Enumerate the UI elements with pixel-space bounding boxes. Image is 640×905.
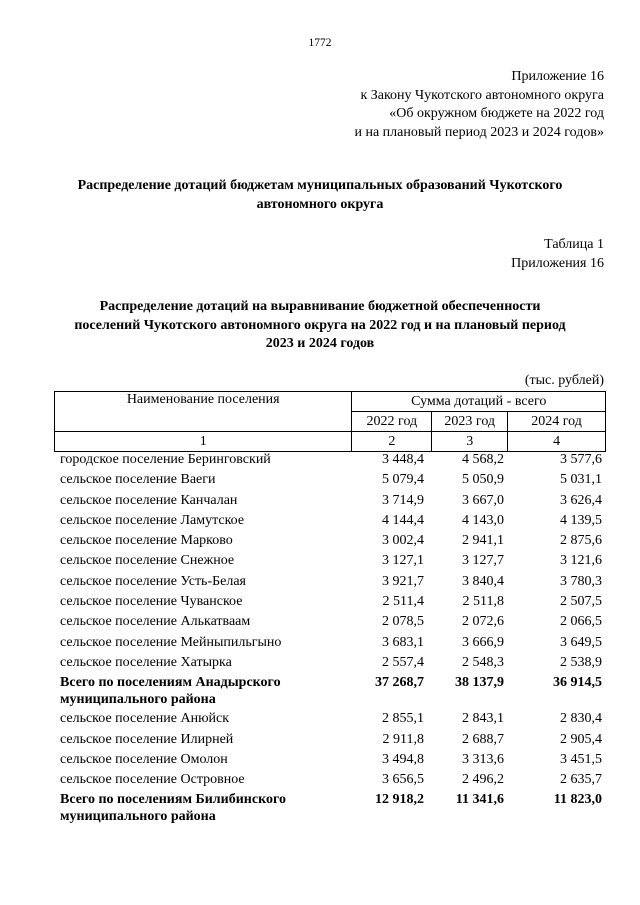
table-row [54, 492, 606, 512]
value-2022: 2 855,1 [382, 711, 424, 727]
value-2023: 4 568,2 [462, 452, 504, 467]
value-2022: 3 921,7 [382, 573, 424, 589]
value-2022: 3 683,1 [382, 634, 424, 650]
table-row [54, 471, 606, 491]
value-2023: 3 667,0 [462, 492, 504, 508]
value-2024: 2 066,5 [560, 614, 602, 630]
table-reference [511, 236, 604, 273]
settlement-name: сельское поселение Алькатваам [60, 614, 251, 630]
column-number: 4 [508, 432, 606, 452]
total-row [54, 791, 606, 827]
settlement-name: сельское поселение Усть-Белая [60, 573, 246, 589]
header-year-2022: 2022 год [352, 412, 432, 432]
value-2022: 3 494,8 [382, 751, 424, 767]
value-2024: 2 830,4 [560, 711, 602, 727]
table-row [54, 634, 606, 654]
table-reference-line: Приложения 16 [511, 255, 604, 271]
total-value-2023: 11 341,6 [455, 792, 504, 808]
total-value-2024: 11 823,0 [553, 792, 602, 808]
settlement-name: сельское поселение Анюйск [60, 711, 230, 727]
value-2023: 2 843,1 [462, 711, 504, 727]
total-value-2022: 12 918,2 [375, 792, 424, 808]
value-2023: 2 941,1 [462, 533, 504, 549]
total-name-line: муниципального района [60, 809, 216, 825]
settlement-name: сельское поселение Снежное [60, 553, 235, 569]
settlement-name: сельское поселение Ваеги [60, 472, 216, 488]
unit-label: (тыс. рублей) [524, 373, 604, 388]
header-year-2023: 2023 год [432, 412, 508, 432]
appendix-line: «Об окружном бюджете на 2022 год [389, 106, 604, 121]
total-name-line: Всего по поселениям Билибинского [60, 792, 286, 808]
document-title [40, 177, 600, 214]
column-number: 1 [55, 432, 352, 452]
value-2024: 2 905,4 [560, 731, 602, 747]
settlement-name: городское поселение Беринговский [60, 452, 271, 467]
appendix-header [354, 68, 604, 142]
settlement-name: сельское поселение Илирней [60, 731, 234, 747]
settlement-name: сельское поселение Мейныпильгыно [60, 634, 282, 650]
table-row [54, 573, 606, 593]
appendix-line: Приложение 16 [511, 69, 604, 84]
total-row-name [54, 674, 352, 710]
value-2023: 4 143,0 [462, 512, 504, 528]
value-2024: 3 780,3 [560, 573, 602, 589]
page-number: 1772 [308, 37, 332, 49]
header-settlement-name: Наименование поселения [55, 392, 352, 432]
table-row [54, 593, 606, 613]
table-row [54, 532, 606, 552]
document-title-line: автономного округа [256, 196, 384, 212]
value-2024: 2 875,6 [560, 533, 602, 549]
table-title-line: Распределение дотаций на выравнивание бюджетной обеспеченности [99, 299, 541, 314]
column-number: 2 [352, 432, 432, 452]
total-row [54, 674, 606, 710]
table-row [54, 451, 606, 471]
value-2023: 3 666,9 [462, 634, 504, 650]
value-2022: 3 127,1 [382, 553, 424, 569]
document-title-line: Распределение дотаций бюджетам муниципальных образований Чукотского [77, 178, 563, 193]
table-row [54, 710, 606, 730]
subsidy-table [54, 451, 606, 827]
value-2022: 3 002,4 [382, 533, 424, 549]
value-2024: 3 121,6 [560, 553, 602, 569]
total-value-2024: 36 914,5 [553, 675, 602, 691]
appendix-line: и на плановый период 2023 и 2024 годов» [354, 124, 604, 140]
table-row [54, 771, 606, 791]
settlement-name: сельское поселение Хатырка [60, 654, 232, 670]
total-name-line: муниципального района [60, 692, 216, 708]
value-2024: 3 451,5 [560, 751, 602, 767]
table-title-line: поселений Чукотского автономного округа на 2022 год и на плановый период [74, 317, 566, 333]
table-row [54, 552, 606, 572]
value-2024: 5 031,1 [560, 472, 602, 488]
settlement-name: сельское поселение Островное [60, 772, 245, 788]
value-2024: 3 577,6 [560, 452, 602, 467]
value-2024: 4 139,5 [560, 512, 602, 528]
value-2022: 4 144,4 [382, 512, 424, 528]
value-2024: 2 507,5 [560, 594, 602, 610]
value-2022: 2 078,5 [382, 614, 424, 630]
settlement-name: сельское поселение Омолон [60, 751, 228, 767]
value-2024: 3 649,5 [560, 634, 602, 650]
value-2022: 5 079,4 [382, 472, 424, 488]
value-2022: 2 511,4 [382, 594, 424, 610]
value-2022: 2 557,4 [382, 654, 424, 670]
value-2023: 3 127,7 [462, 553, 504, 569]
header-subsidy-total: Сумма дотаций - всего [352, 392, 606, 412]
value-2024: 3 626,4 [560, 492, 602, 508]
table-title-line: 2023 и 2024 годов [265, 336, 375, 351]
value-2024: 2 635,7 [560, 772, 602, 788]
value-2022: 3 714,9 [382, 492, 424, 508]
header-year-2024: 2024 год [508, 412, 606, 432]
table-row [54, 751, 606, 771]
value-2022: 3 448,4 [382, 452, 424, 467]
value-2022: 3 656,5 [382, 772, 424, 788]
value-2024: 2 538,9 [560, 654, 602, 670]
value-2023: 2 511,8 [462, 594, 504, 610]
table-title [40, 298, 600, 354]
table-row [54, 512, 606, 532]
total-row-name [54, 791, 352, 827]
value-2023: 3 313,6 [462, 751, 504, 767]
settlement-name: сельское поселение Марково [60, 533, 233, 549]
value-2023: 2 496,2 [462, 772, 504, 788]
settlement-name: сельское поселение Канчалан [60, 492, 238, 508]
value-2023: 5 050,9 [462, 472, 504, 488]
settlement-name: сельское поселение Ламутское [60, 512, 245, 528]
value-2023: 3 840,4 [462, 573, 504, 589]
value-2023: 2 688,7 [462, 731, 504, 747]
table-row [54, 613, 606, 633]
total-value-2023: 38 137,9 [455, 675, 504, 691]
table-row [54, 654, 606, 674]
value-2022: 2 911,8 [382, 731, 424, 747]
appendix-line: к Закону Чукотского автономного округа [360, 87, 604, 103]
table-header [54, 391, 606, 452]
value-2023: 2 548,3 [462, 654, 504, 670]
settlement-name: сельское поселение Чуванское [60, 594, 243, 610]
total-value-2022: 37 268,7 [375, 675, 424, 691]
column-number: 3 [432, 432, 508, 452]
total-name-line: Всего по поселениям Анадырского [60, 675, 281, 691]
table-reference-line: Таблица 1 [544, 237, 604, 252]
value-2023: 2 072,6 [462, 614, 504, 630]
table-row [54, 731, 606, 751]
